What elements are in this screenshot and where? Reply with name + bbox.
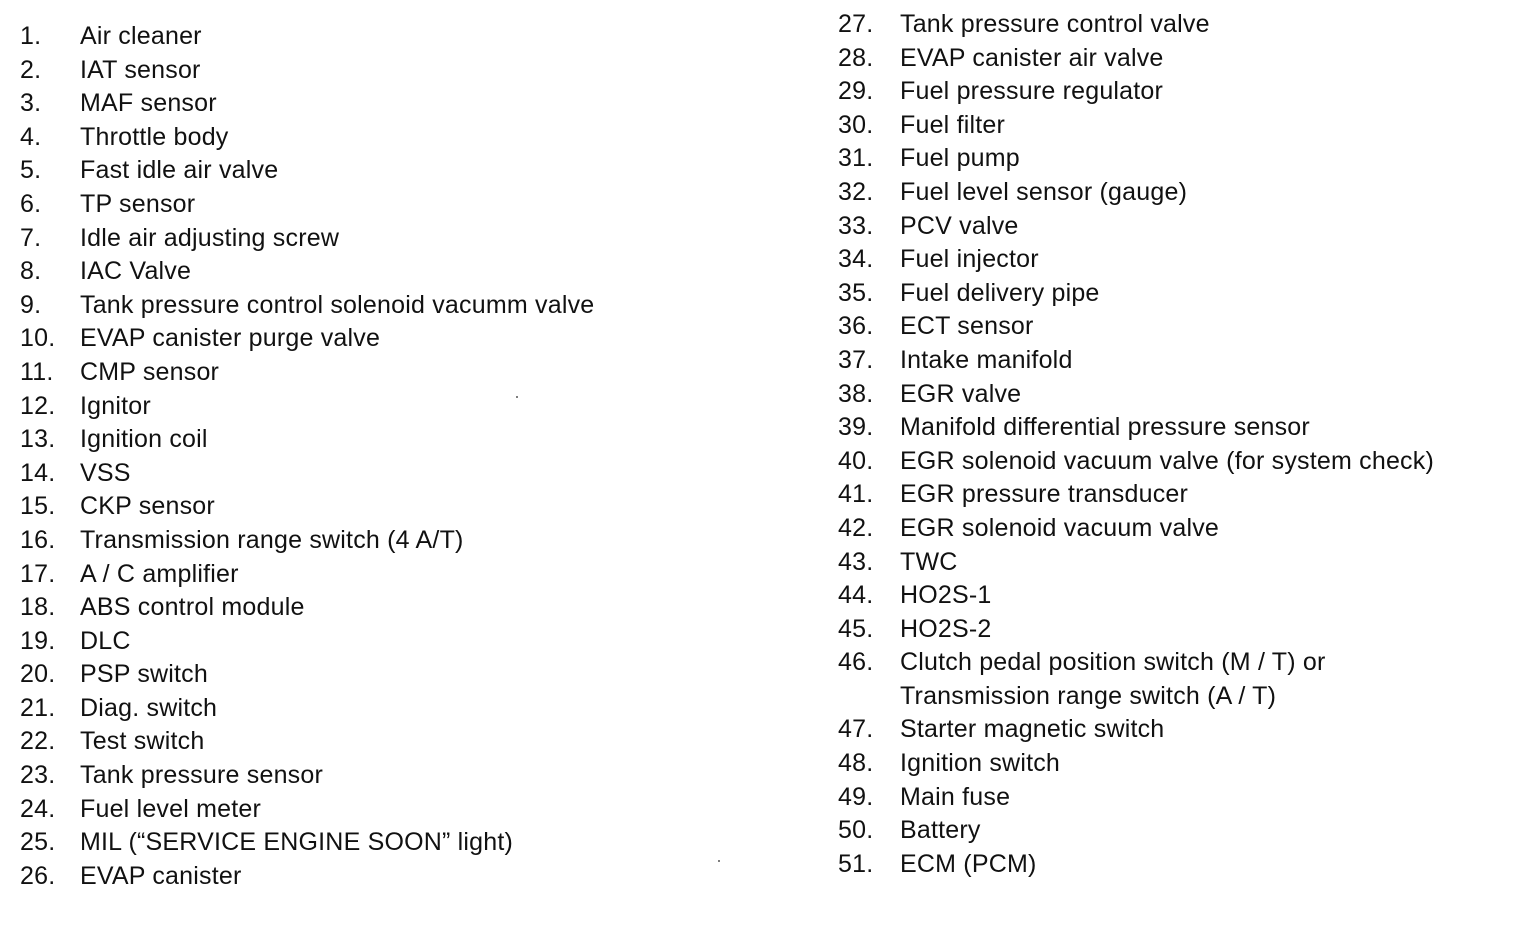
item-number: 14.: [20, 458, 56, 487]
item-number: 48.: [838, 749, 874, 778]
item-label: Throttle body: [80, 122, 229, 151]
item-label: TP sensor: [80, 189, 196, 218]
item-label: DLC: [80, 626, 131, 655]
item-number: 42.: [838, 513, 874, 542]
item-label: TWC: [900, 547, 958, 576]
legend-item: [20, 826, 740, 860]
legend-item: [20, 54, 740, 88]
legend-item: [20, 860, 740, 894]
item-label: Ignition switch: [900, 749, 1061, 778]
item-label: Starter magnetic switch: [900, 715, 1165, 744]
legend-item: [20, 255, 740, 289]
legend-item: [20, 154, 740, 188]
legend-item: [20, 121, 740, 155]
item-number: 17.: [20, 559, 56, 588]
item-number: 27.: [838, 10, 874, 38]
legend-item: [20, 558, 740, 592]
item-number: 39.: [838, 413, 874, 442]
legend-item: [20, 625, 740, 659]
item-label-line-2: Transmission range switch (A / T): [900, 681, 1277, 710]
item-label: Fuel level meter: [80, 794, 262, 823]
item-number: 24.: [20, 794, 56, 823]
item-number: 33.: [838, 211, 874, 240]
item-label: Main fuse: [900, 782, 1011, 811]
item-number: 32.: [838, 177, 874, 206]
item-label: [900, 646, 1326, 713]
legend-item: [838, 613, 1514, 647]
item-label: IAT sensor: [80, 55, 201, 84]
item-number: 44.: [838, 581, 874, 610]
legend-item: [838, 378, 1514, 412]
item-label: Diag. switch: [80, 693, 218, 722]
item-number: 9.: [20, 290, 42, 319]
item-label: Intake manifold: [900, 345, 1073, 374]
item-number: 5.: [20, 156, 42, 185]
item-number: 12.: [20, 391, 56, 420]
item-number: 16.: [20, 525, 56, 554]
item-number: 2.: [20, 55, 42, 84]
item-label: Battery: [900, 816, 981, 845]
item-number: 21.: [20, 693, 56, 722]
item-label: HO2S-2: [900, 614, 992, 643]
item-label: Idle air adjusting screw: [80, 223, 340, 252]
item-label: HO2S-1: [900, 581, 992, 610]
item-label: Fuel injector: [900, 245, 1039, 274]
legend-right-column: [838, 8, 1514, 881]
item-number: 51.: [838, 849, 874, 878]
item-label: EGR valve: [900, 379, 1022, 408]
item-number: 19.: [20, 626, 56, 655]
legend-item: [838, 814, 1514, 848]
item-label-line-1: Clutch pedal position switch (M / T) or: [900, 648, 1326, 677]
item-label: EVAP canister purge valve: [80, 324, 381, 353]
item-number: 4.: [20, 122, 42, 151]
item-label: A / C amplifier: [80, 559, 239, 588]
legend-item: [20, 20, 740, 54]
legend-item: [838, 713, 1514, 747]
item-number: 22.: [20, 727, 56, 756]
item-number: 35.: [838, 278, 874, 307]
item-number: 30.: [838, 110, 874, 139]
item-number: 38.: [838, 379, 874, 408]
legend-item: [20, 222, 740, 256]
item-number: 3.: [20, 89, 42, 118]
legend-item: [20, 423, 740, 457]
item-label: MAF sensor: [80, 89, 217, 118]
item-label: Ignitor: [80, 391, 151, 420]
item-number: 40.: [838, 446, 874, 475]
item-label: Fuel level sensor (gauge): [900, 177, 1188, 206]
item-number: 8.: [20, 257, 42, 286]
scan-speck: [718, 860, 720, 862]
legend-item: [838, 344, 1514, 378]
item-label: Fuel pressure regulator: [900, 77, 1164, 106]
legend-item: [20, 725, 740, 759]
item-label: Tank pressure control valve: [900, 10, 1210, 38]
item-label: Ignition coil: [80, 425, 208, 454]
item-number: 26.: [20, 861, 56, 890]
item-label: EVAP canister air valve: [900, 43, 1164, 72]
item-label: Air cleaner: [80, 22, 202, 50]
item-label: Tank pressure control solenoid vacumm valve: [80, 290, 595, 319]
item-number: 41.: [838, 480, 874, 509]
item-label: IAC Valve: [80, 257, 192, 286]
item-label: Fuel delivery pipe: [900, 278, 1100, 307]
item-number: 34.: [838, 245, 874, 274]
legend-item: [838, 848, 1514, 882]
item-number: 10.: [20, 324, 56, 353]
legend-item: [838, 411, 1514, 445]
legend-item: [20, 289, 740, 323]
legend-item: [20, 87, 740, 121]
item-number: 1.: [20, 22, 42, 50]
item-label: ECT sensor: [900, 312, 1034, 341]
item-number: 23.: [20, 761, 56, 790]
legend-item: [20, 322, 740, 356]
item-label: Fast idle air valve: [80, 156, 279, 185]
item-number: 15.: [20, 492, 56, 521]
item-number: 11.: [20, 357, 54, 386]
item-label: PCV valve: [900, 211, 1019, 240]
item-number: 6.: [20, 189, 42, 218]
item-number: 28.: [838, 43, 874, 72]
legend-item: [838, 243, 1514, 277]
item-number: 29.: [838, 77, 874, 106]
item-number: 37.: [838, 345, 874, 374]
item-number: 18.: [20, 593, 56, 622]
legend-item: [20, 490, 740, 524]
item-label: EGR solenoid vacuum valve (for system check): [900, 446, 1434, 475]
item-label: EGR solenoid vacuum valve: [900, 513, 1220, 542]
legend-left-column: [20, 20, 740, 893]
legend-item: [838, 75, 1514, 109]
legend-item: [838, 478, 1514, 512]
item-number: 45.: [838, 614, 874, 643]
item-number: 13.: [20, 425, 56, 454]
legend-item: [838, 210, 1514, 244]
item-label: Test switch: [80, 727, 205, 756]
legend-item: [838, 512, 1514, 546]
item-label: ABS control module: [80, 593, 305, 622]
legend-item: [838, 579, 1514, 613]
legend-item: [838, 445, 1514, 479]
legend-item: [838, 781, 1514, 815]
scan-speck: [516, 396, 518, 398]
item-label: Tank pressure sensor: [80, 761, 324, 790]
legend-item: [20, 591, 740, 625]
item-label: MIL (“SERVICE ENGINE SOON” light): [80, 828, 514, 857]
legend-item: [20, 356, 740, 390]
item-number: 49.: [838, 782, 874, 811]
legend-item: [20, 188, 740, 222]
legend-item: [20, 692, 740, 726]
item-number: 25.: [20, 828, 56, 857]
item-label: Fuel filter: [900, 110, 1006, 139]
legend-item: [838, 747, 1514, 781]
legend-item: [838, 646, 1514, 713]
legend-item: [838, 109, 1514, 143]
legend-item: [20, 457, 740, 491]
item-label: Fuel pump: [900, 144, 1020, 173]
legend-item: [20, 658, 740, 692]
legend-item: [838, 176, 1514, 210]
item-label: CMP sensor: [80, 357, 220, 386]
item-number: 50.: [838, 816, 874, 845]
item-label: EVAP canister: [80, 861, 242, 890]
item-label: VSS: [80, 458, 131, 487]
item-label: PSP switch: [80, 660, 208, 689]
item-number: 46.: [838, 648, 874, 677]
legend-item: [20, 793, 740, 827]
legend-item: [838, 142, 1514, 176]
item-label: CKP sensor: [80, 492, 215, 521]
item-number: 7.: [20, 223, 42, 252]
legend-item: [20, 390, 740, 424]
item-label: Manifold differential pressure sensor: [900, 413, 1310, 442]
item-label: ECM (PCM): [900, 849, 1037, 878]
item-label: Transmission range switch (4 A/T): [80, 525, 464, 554]
item-label: EGR pressure transducer: [900, 480, 1189, 509]
item-number: 36.: [838, 312, 874, 341]
legend-item: [20, 524, 740, 558]
legend-item: [838, 546, 1514, 580]
legend-item: [838, 42, 1514, 76]
legend-item: [838, 277, 1514, 311]
item-number: 43.: [838, 547, 874, 576]
legend-item: [20, 759, 740, 793]
legend-item: [838, 310, 1514, 344]
legend-item: [838, 8, 1514, 42]
item-number: 31.: [838, 144, 874, 173]
item-number: 47.: [838, 715, 874, 744]
item-number: 20.: [20, 660, 56, 689]
